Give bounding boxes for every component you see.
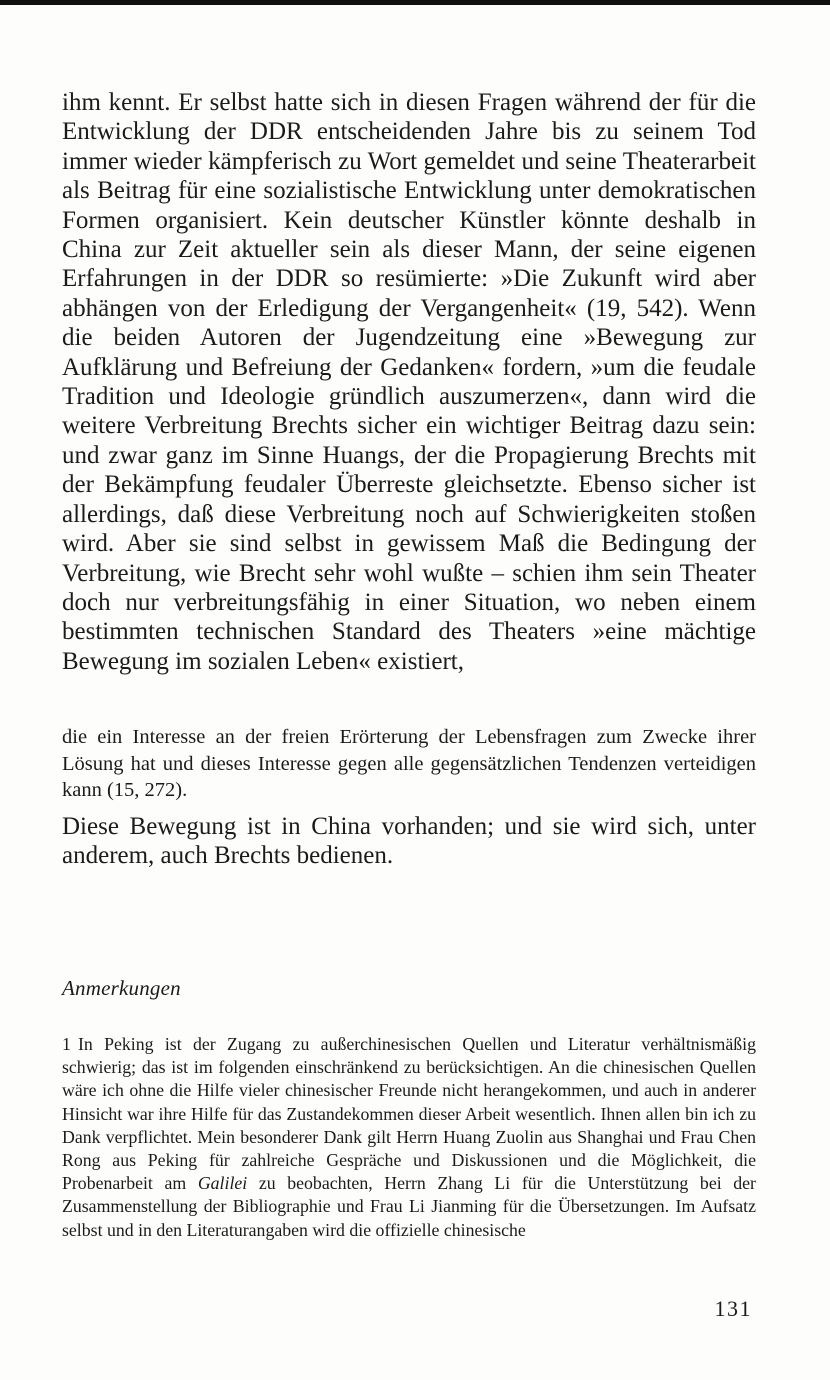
footnote-text-part-2: zu beobachten, Herrn Zhang Li für die Unterstützung bei der Zusammenstellung der Bibliographie und Frau Li Jianming für die Übersetzungen. Im Aufsatz selbst und in den Literaturangaben wird die offizielle chinesische (62, 1173, 756, 1240)
footnote-text-part-1: In Peking ist der Zugang zu außerchinesischen Quellen und Literatur verhältnismäßig schwierig; das ist im folgenden einschränkend zu berücksichtigen. An die chinesischen Quellen wäre ich ohne die Hilfe vieler chinesischer Freunde nicht herangekommen, und auch in anderer Hinsicht war ihre Hilfe für das Zustandekommen dieser Arbeit wesentlich. Ihnen allen bin ich zu Dank verpflichtet. Mein besonderer Dank gilt Herrn Huang Zuolin aus Shanghai und Frau Chen Rong aus Peking für zahlreiche Gespräche und Diskussionen und die Möglichkeit, die Probenarbeit am (62, 1034, 756, 1194)
closing-paragraph: Diese Bewegung ist in China vorhanden; und sie wird sich, unter anderem, auch Brechts bedienen. (62, 813, 756, 870)
main-paragraph: ihm kennt. Er selbst hatte sich in diesen Fragen während der für die Entwicklung der DDR entscheidenden Jahre bis zu seinem Tod immer wieder kämpferisch zu Wort gemeldet und seine Theaterarbeit als Beitrag für eine sozialistische Entwicklung unter demokratischen Formen organisiert. Kein deutscher Künstler könnte deshalb in China zur Zeit aktueller sein als dieser Mann, der seine eigenen Erfahrungen in der DDR so resümierte: »Die Zukunft wird aber abhängen von der Erledigung der Vergangenheit« (19, 542). Wenn die beiden Autoren der Jugendzeitung eine »Bewegung zur Aufklärung und Befreiung der Gedanken« fordern, »um die feudale Tradition und Ideologie gründlich auszumerzen«, dann wird die weitere Verbreitung Brechts sicher ein wichtiger Beitrag dazu sein: und zwar ganz im Sinne Huangs, der die Propagierung Brechts mit der Bekämpfung feudaler Überreste gleichsetzte. Ebenso sicher ist allerdings, daß diese Verbreitung noch auf Schwierigkeiten stoßen wird. Aber sie sind selbst in gewissem Maß die Bedingung der Verbreitung, wie Brecht sehr wohl wußte – schien ihm sein Theater doch nur verbreitungsfähig in einer Situation, wo neben einem bestimmten technischen Standard des Theaters »eine mächtige Bewegung im sozialen Leben« existiert, (62, 89, 756, 675)
block-quote: die ein Interesse an der freien Erörterung der Lebensfragen zum Zwecke ihrer Lösung hat und dieses Interesse gegen alle gegensätzlichen Tendenzen verteidigen kann (15, 272). (62, 726, 756, 801)
scan-top-edge (0, 0, 830, 5)
notes-heading: Anmerkungen (62, 976, 181, 1000)
footnote-number: 1 (62, 1034, 71, 1054)
footnote-1 (62, 1033, 756, 1242)
page-number: 131 (714, 1296, 752, 1321)
footnote-italic-title: Galilei (197, 1173, 248, 1194)
